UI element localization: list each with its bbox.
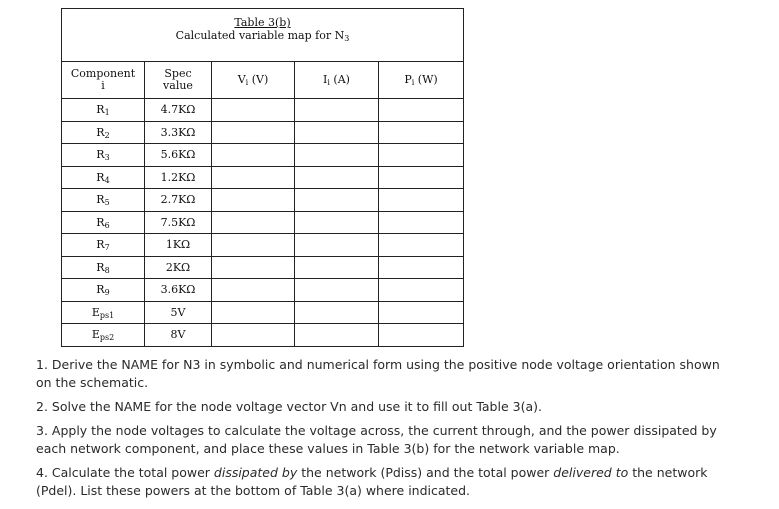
power-cell <box>379 166 464 189</box>
power-cell <box>379 234 464 257</box>
header-component: Component i <box>62 62 145 99</box>
table-row <box>62 121 464 144</box>
header-voltage: $V_i$ (V) <box>212 62 295 99</box>
spec-value-cell: 3.6KΩ <box>145 279 212 302</box>
table-title-cell <box>62 9 464 62</box>
current-cell <box>295 121 379 144</box>
table-title: Table 3(b) <box>234 16 291 29</box>
component-cell: $E_{ps1}$ <box>62 301 145 324</box>
component-cell: $R_8$ <box>62 256 145 279</box>
voltage-cell <box>212 121 295 144</box>
current-cell <box>295 211 379 234</box>
component-cell: $R_5$ <box>62 189 145 212</box>
component-cell: $R_9$ <box>62 279 145 302</box>
table-row <box>62 99 464 122</box>
spec-value-cell: 1.2KΩ <box>145 166 212 189</box>
table-row <box>62 189 464 212</box>
voltage-cell <box>212 166 295 189</box>
component-cell: $R_4$ <box>62 166 145 189</box>
spec-value-cell: 7.5KΩ <box>145 211 212 234</box>
spec-value-cell: 3.3KΩ <box>145 121 212 144</box>
component-cell: $R_1$ <box>62 99 145 122</box>
current-cell <box>295 301 379 324</box>
current-cell <box>295 324 379 347</box>
table-row <box>62 166 464 189</box>
voltage-cell <box>212 234 295 257</box>
component-cell: $R_2$ <box>62 121 145 144</box>
component-cell: $R_6$ <box>62 211 145 234</box>
variable-map-table <box>61 8 464 347</box>
table-row <box>62 279 464 302</box>
voltage-cell <box>212 189 295 212</box>
spec-value-cell: 5V <box>145 301 212 324</box>
instruction-item-4: 4. Calculate the total power dissipated by the network (Pdiss) and the total power delivered to the network (Pdel). List these powers at the bottom of Table 3(a) where indicated. <box>36 465 708 498</box>
component-cell: $E_{ps2}$ <box>62 324 145 347</box>
table-row <box>62 234 464 257</box>
power-cell <box>379 256 464 279</box>
current-cell <box>295 189 379 212</box>
voltage-cell <box>212 99 295 122</box>
power-cell <box>379 211 464 234</box>
voltage-cell <box>212 256 295 279</box>
component-cell: $R_3$ <box>62 144 145 167</box>
voltage-cell <box>212 324 295 347</box>
voltage-cell <box>212 211 295 234</box>
spec-value-cell: 2KΩ <box>145 256 212 279</box>
table-subtitle: Calculated variable map for $N_3$ <box>175 29 350 43</box>
voltage-cell <box>212 279 295 302</box>
instructions <box>36 356 736 506</box>
voltage-cell <box>212 301 295 324</box>
power-cell <box>379 189 464 212</box>
current-cell <box>295 144 379 167</box>
instruction-item-1: 1. Derive the NAME for N3 in symbolic and numerical form using the positive node voltage orientation shown on the schematic. <box>36 357 720 390</box>
spec-value-cell: 4.7KΩ <box>145 99 212 122</box>
table-header-row <box>62 62 464 99</box>
power-cell <box>379 121 464 144</box>
spec-value-cell: 5.6KΩ <box>145 144 212 167</box>
current-cell <box>295 279 379 302</box>
header-power: $P_i$ (W) <box>379 62 464 99</box>
table-row <box>62 211 464 234</box>
table-row <box>62 256 464 279</box>
power-cell <box>379 144 464 167</box>
header-current: $I_i$ (A) <box>295 62 379 99</box>
table-row <box>62 324 464 347</box>
spec-value-cell: 8V <box>145 324 212 347</box>
spec-value-cell: 2.7KΩ <box>145 189 212 212</box>
component-cell: $R_7$ <box>62 234 145 257</box>
instruction-item-2: 2. Solve the NAME for the node voltage vector Vn and use it to fill out Table 3(a). <box>36 399 542 414</box>
instruction-item-3: 3. Apply the node voltages to calculate the voltage across, the current through, and the power dissipated by each network component, and place these values in Table 3(b) for the network variable map. <box>36 423 717 456</box>
current-cell <box>295 256 379 279</box>
header-spec-value: Spec value <box>145 62 212 99</box>
power-cell <box>379 279 464 302</box>
current-cell <box>295 99 379 122</box>
spec-value-cell: 1KΩ <box>145 234 212 257</box>
power-cell <box>379 99 464 122</box>
table-row <box>62 301 464 324</box>
current-cell <box>295 234 379 257</box>
power-cell <box>379 301 464 324</box>
voltage-cell <box>212 144 295 167</box>
current-cell <box>295 166 379 189</box>
table-row <box>62 144 464 167</box>
power-cell <box>379 324 464 347</box>
